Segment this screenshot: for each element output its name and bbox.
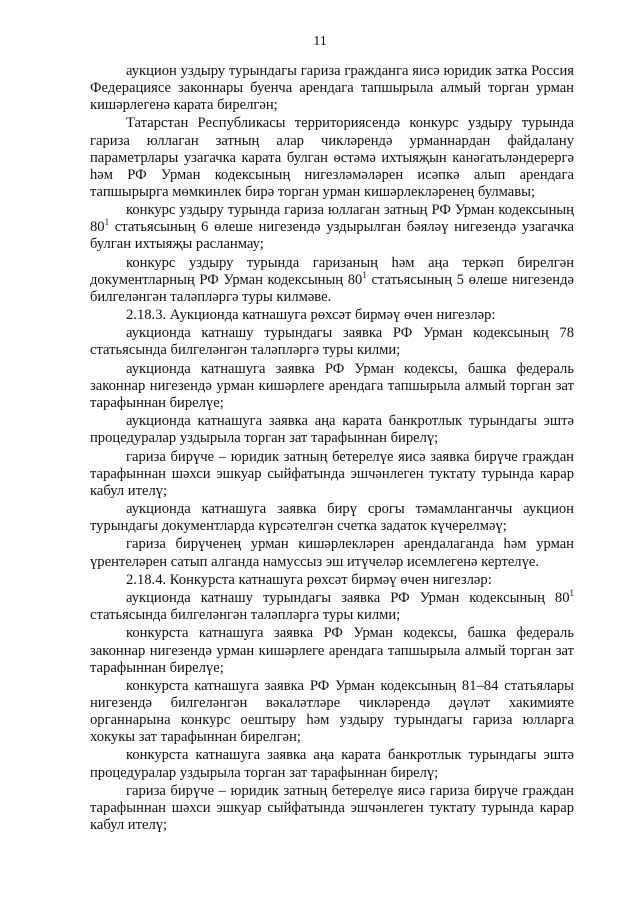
paragraph-text: статьясының 5 өлеше нигезендә билгеләнгән таләпләргә туры килмәве. — [90, 271, 574, 305]
paragraph-text: Татарстан Республикасы территориясендә конкурс уздыру турында гариза юллаган затның алар чикләрендә урманнардан файдалану параметрлары узагачка карата булган өстәмә ихтыяҗын канәгатьләндерергә һәм РФ Урман кодексының нигезләмәләрен исәпкә алып арендага тапшырырга мөмкинлек бирә торган урман кишәрлекләренең булмавы; — [90, 115, 574, 200]
paragraph — [90, 572, 574, 589]
paragraph-text: аукционда катнашуга заявка бирү срогы тәмамланганчы аукцион турындагы документларда күрсәтелгән счетка задаток күчерелмәү; — [90, 501, 574, 535]
paragraph — [90, 361, 574, 412]
paragraph — [90, 413, 574, 447]
paragraph — [90, 307, 574, 324]
body-text — [90, 63, 574, 834]
page-number: 11 — [313, 34, 327, 49]
superscript: 1 — [362, 269, 367, 280]
paragraph-text: конкурста катнашуга заявка РФ Урман кодексының 81–84 статьялары нигезендә билгеләнгән вәкаләтләре чикләрендә дәүләт хакимияте органнарына конкурс оештыру һәм уздыру турындагы гариза юлларга хокукы зат тарафыннан бирелгән; — [90, 677, 574, 746]
paragraph — [90, 625, 574, 676]
paragraph — [90, 747, 574, 781]
paragraph-text: статьясында билгеләнгән таләпләргә туры килми; — [90, 607, 401, 624]
paragraph-text: статьясының 6 өлеше нигезендә уздырылган бәяләү нигезендә узагачка булган ихтыяҗы расланмау; — [90, 219, 574, 253]
paragraph-text: аукционда катнашу турындагы заявка РФ Урман кодексының 78 статьясында билгеләнгән таләпләргә туры килми; — [90, 325, 574, 359]
paragraph-text: конкурс уздыру турында гариза юллаган затның РФ Урман кодексының 80 — [90, 202, 574, 236]
paragraph-text: аукционда катнашуга заявка аңа карата банкротлык турындагы эштә процедуралар уздырыла торган зат тарафыннан бирелү; — [90, 413, 574, 447]
paragraph-text: гариза бирүченең урман кишәрлекләрен арендалаганда һәм урман үрентеләрен сатып алганда намуссыз эш итүчеләр исемлегенә кертелүе. — [90, 536, 574, 570]
paragraph — [90, 255, 574, 306]
paragraph — [90, 501, 574, 535]
paragraph — [90, 536, 574, 570]
paragraph-text: 2.18.3. Аукционда катнашуга рөхсәт бирмәү өчен нигезләр: — [126, 307, 496, 324]
paragraph-text: 2.18.4. Конкурста катнашуга рөхсәт бирмәү өчен нигезләр: — [126, 571, 492, 588]
paragraph — [90, 449, 574, 500]
paragraph-text: гариза бирүче – юридик затның бетерелүе яисә гариза бирүче граждан тарафыннан шәхси эшкуар сыйфатында эшчәнлеген туктату турында карар кабул ителү; — [90, 782, 574, 834]
paragraph — [90, 325, 574, 359]
paragraph-text: аукционда катнашуга заявка РФ Урман кодексы, башка федераль законнар нигезендә урман кишәрлеге арендага тапшырыла алмый торган зат тарафыннан бирелүе; — [90, 360, 574, 411]
paragraph — [90, 202, 574, 253]
superscript: 1 — [569, 588, 574, 599]
paragraph — [90, 115, 574, 200]
paragraph-text: аукцион уздыру турындагы гариза гражданга яисә юридик затка Россия Федерациясе законнары буенча арендага тапшырыла алмый торган урман кишәрлегенә карата бирелгән; — [90, 63, 574, 114]
paragraph-text: гариза бирүче – юридик затның бетерелүе яисә заявка бирүче граждан тарафыннан шәхси эшкуар сыйфатында эшчәнлеген туктату турында карар кабул ителү; — [90, 448, 574, 499]
paragraph-text: конкурс уздыру турында гаризаның һәм аңа теркәп бирелгән документларның РФ Урман кодексының 80 — [90, 254, 574, 288]
paragraph — [90, 678, 574, 746]
paragraph-text: конкурста катнашуга заявка аңа карата банкротлык турындагы эштә процедуралар уздырыла торган зат тарафыннан бирелү; — [90, 747, 574, 781]
paragraph — [90, 590, 574, 624]
paragraph — [90, 63, 574, 114]
superscript: 1 — [104, 217, 110, 228]
paragraph-text: аукционда катнашу турындагы заявка РФ Урман кодексының 80 — [126, 590, 570, 607]
paragraph — [90, 783, 574, 834]
paragraph-text: конкурста катнашуга заявка РФ Урман кодексы, башка федераль законнар нигезендә урман кишәрлеге арендага тапшырыла алмый торган зат тарафыннан бирелүе; — [90, 625, 574, 676]
